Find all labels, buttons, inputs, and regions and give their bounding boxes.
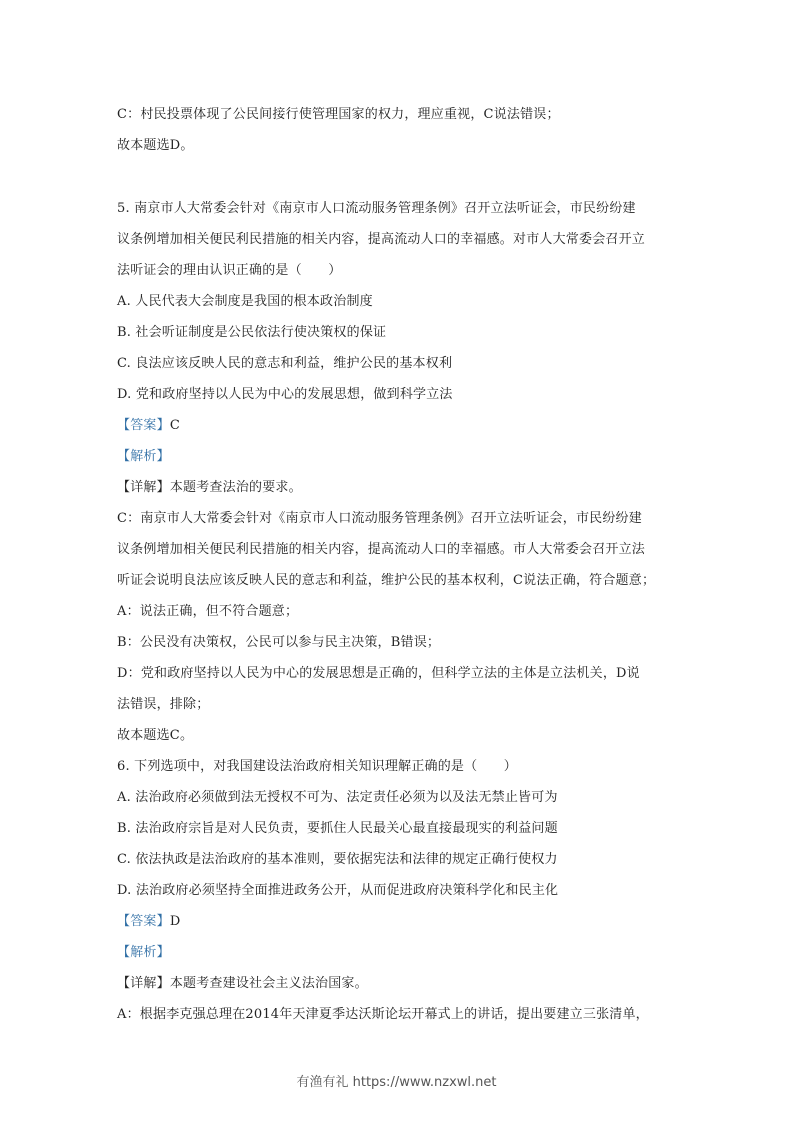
q5-explanation-line: C：南京市人大常委会针对《南京市人口流动服务管理条例》召开立法听证会，市民纷纷建 bbox=[117, 511, 642, 526]
q5-option-c: C. 良法应该反映人民的意志和利益，维护公民的基本权利 bbox=[117, 356, 453, 371]
q5-answer bbox=[117, 418, 180, 434]
q5-stem-line: 法听证会的理由认识正确的是（ ） bbox=[117, 263, 342, 278]
q6-detail bbox=[117, 976, 368, 992]
prev-explanation-line: C：村民投票体现了公民间接行使管理国家的权力，理应重视，C说法错误； bbox=[117, 107, 560, 122]
footer-watermark: 有渔有礼 https://www.nzxwl.net bbox=[296, 1075, 497, 1090]
answer-value: D bbox=[169, 914, 181, 929]
q5-explanation-line: 法错误，排除； bbox=[117, 697, 210, 712]
q6-option-c: C. 依法执政是法治政府的基本准则，要依据宪法和法律的规定正确行使权力 bbox=[117, 852, 558, 867]
prev-conclusion: 故本题选D。 bbox=[117, 138, 194, 153]
q5-stem-line: 5. 南京市人大常委会针对《南京市人口流动服务管理条例》召开立法听证会，市民纷纷建 bbox=[117, 201, 636, 216]
q5-option-d: D. 党和政府坚持以人民为中心的发展思想，做到科学立法 bbox=[117, 387, 453, 402]
detail-intro: 本题考查建设社会主义法治国家。 bbox=[169, 976, 368, 991]
q5-explanation-line: A：说法正确，但不符合题意； bbox=[117, 604, 299, 619]
q5-option-b: B. 社会听证制度是公民依法行使决策权的保证 bbox=[117, 325, 387, 340]
q5-analysis-label: 【解析】 bbox=[117, 449, 170, 464]
q5-option-a: A. 人民代表大会制度是我国的根本政治制度 bbox=[117, 294, 373, 309]
q5-conclusion: 故本题选C。 bbox=[117, 728, 194, 743]
q5-explanation-line: 议条例增加相关便民利民措施的相关内容，提高流动人口的幸福感。市人大常委会召开立法 bbox=[117, 542, 646, 557]
detail-label: 【详解】 bbox=[117, 480, 170, 495]
q6-analysis-label: 【解析】 bbox=[117, 945, 170, 960]
answer-label: 【答案】 bbox=[117, 418, 170, 433]
q6-answer bbox=[117, 914, 180, 930]
q6-option-a: A. 法治政府必须做到法无授权不可为、法定责任必须为以及法无禁止皆可为 bbox=[117, 790, 558, 805]
detail-label: 【详解】 bbox=[117, 976, 170, 991]
q5-detail bbox=[117, 480, 302, 496]
q5-explanation-line: D：党和政府坚持以人民为中心的发展思想是正确的，但科学立法的主体是立法机关，D说 bbox=[117, 666, 640, 681]
answer-value: C bbox=[169, 418, 180, 433]
q5-explanation-line: B：公民没有决策权，公民可以参与民主决策，B错误； bbox=[117, 635, 441, 650]
q6-stem-line: 6. 下列选项中，对我国建设法治政府相关知识理解正确的是（ ） bbox=[117, 759, 517, 774]
q5-stem-line: 议条例增加相关便民利民措施的相关内容，提高流动人口的幸福感。对市人大常委会召开立 bbox=[117, 232, 646, 247]
q6-option-d: D. 法治政府必须坚持全面推进政务公开，从而促进政府决策科学化和民主化 bbox=[117, 883, 559, 898]
q6-explanation-line: A：根据李克强总理在2014年天津夏季达沃斯论坛开幕式上的讲话，提出要建立三张清单， bbox=[117, 1007, 649, 1022]
q6-option-b: B. 法治政府宗旨是对人民负责，要抓住人民最关心最直接最现实的利益问题 bbox=[117, 821, 558, 836]
answer-label: 【答案】 bbox=[117, 914, 170, 929]
q5-explanation-line: 听证会说明良法应该反映人民的意志和利益，维护公民的基本权利，C说法正确，符合题意； bbox=[117, 573, 656, 588]
detail-intro: 本题考查法治的要求。 bbox=[169, 480, 302, 495]
